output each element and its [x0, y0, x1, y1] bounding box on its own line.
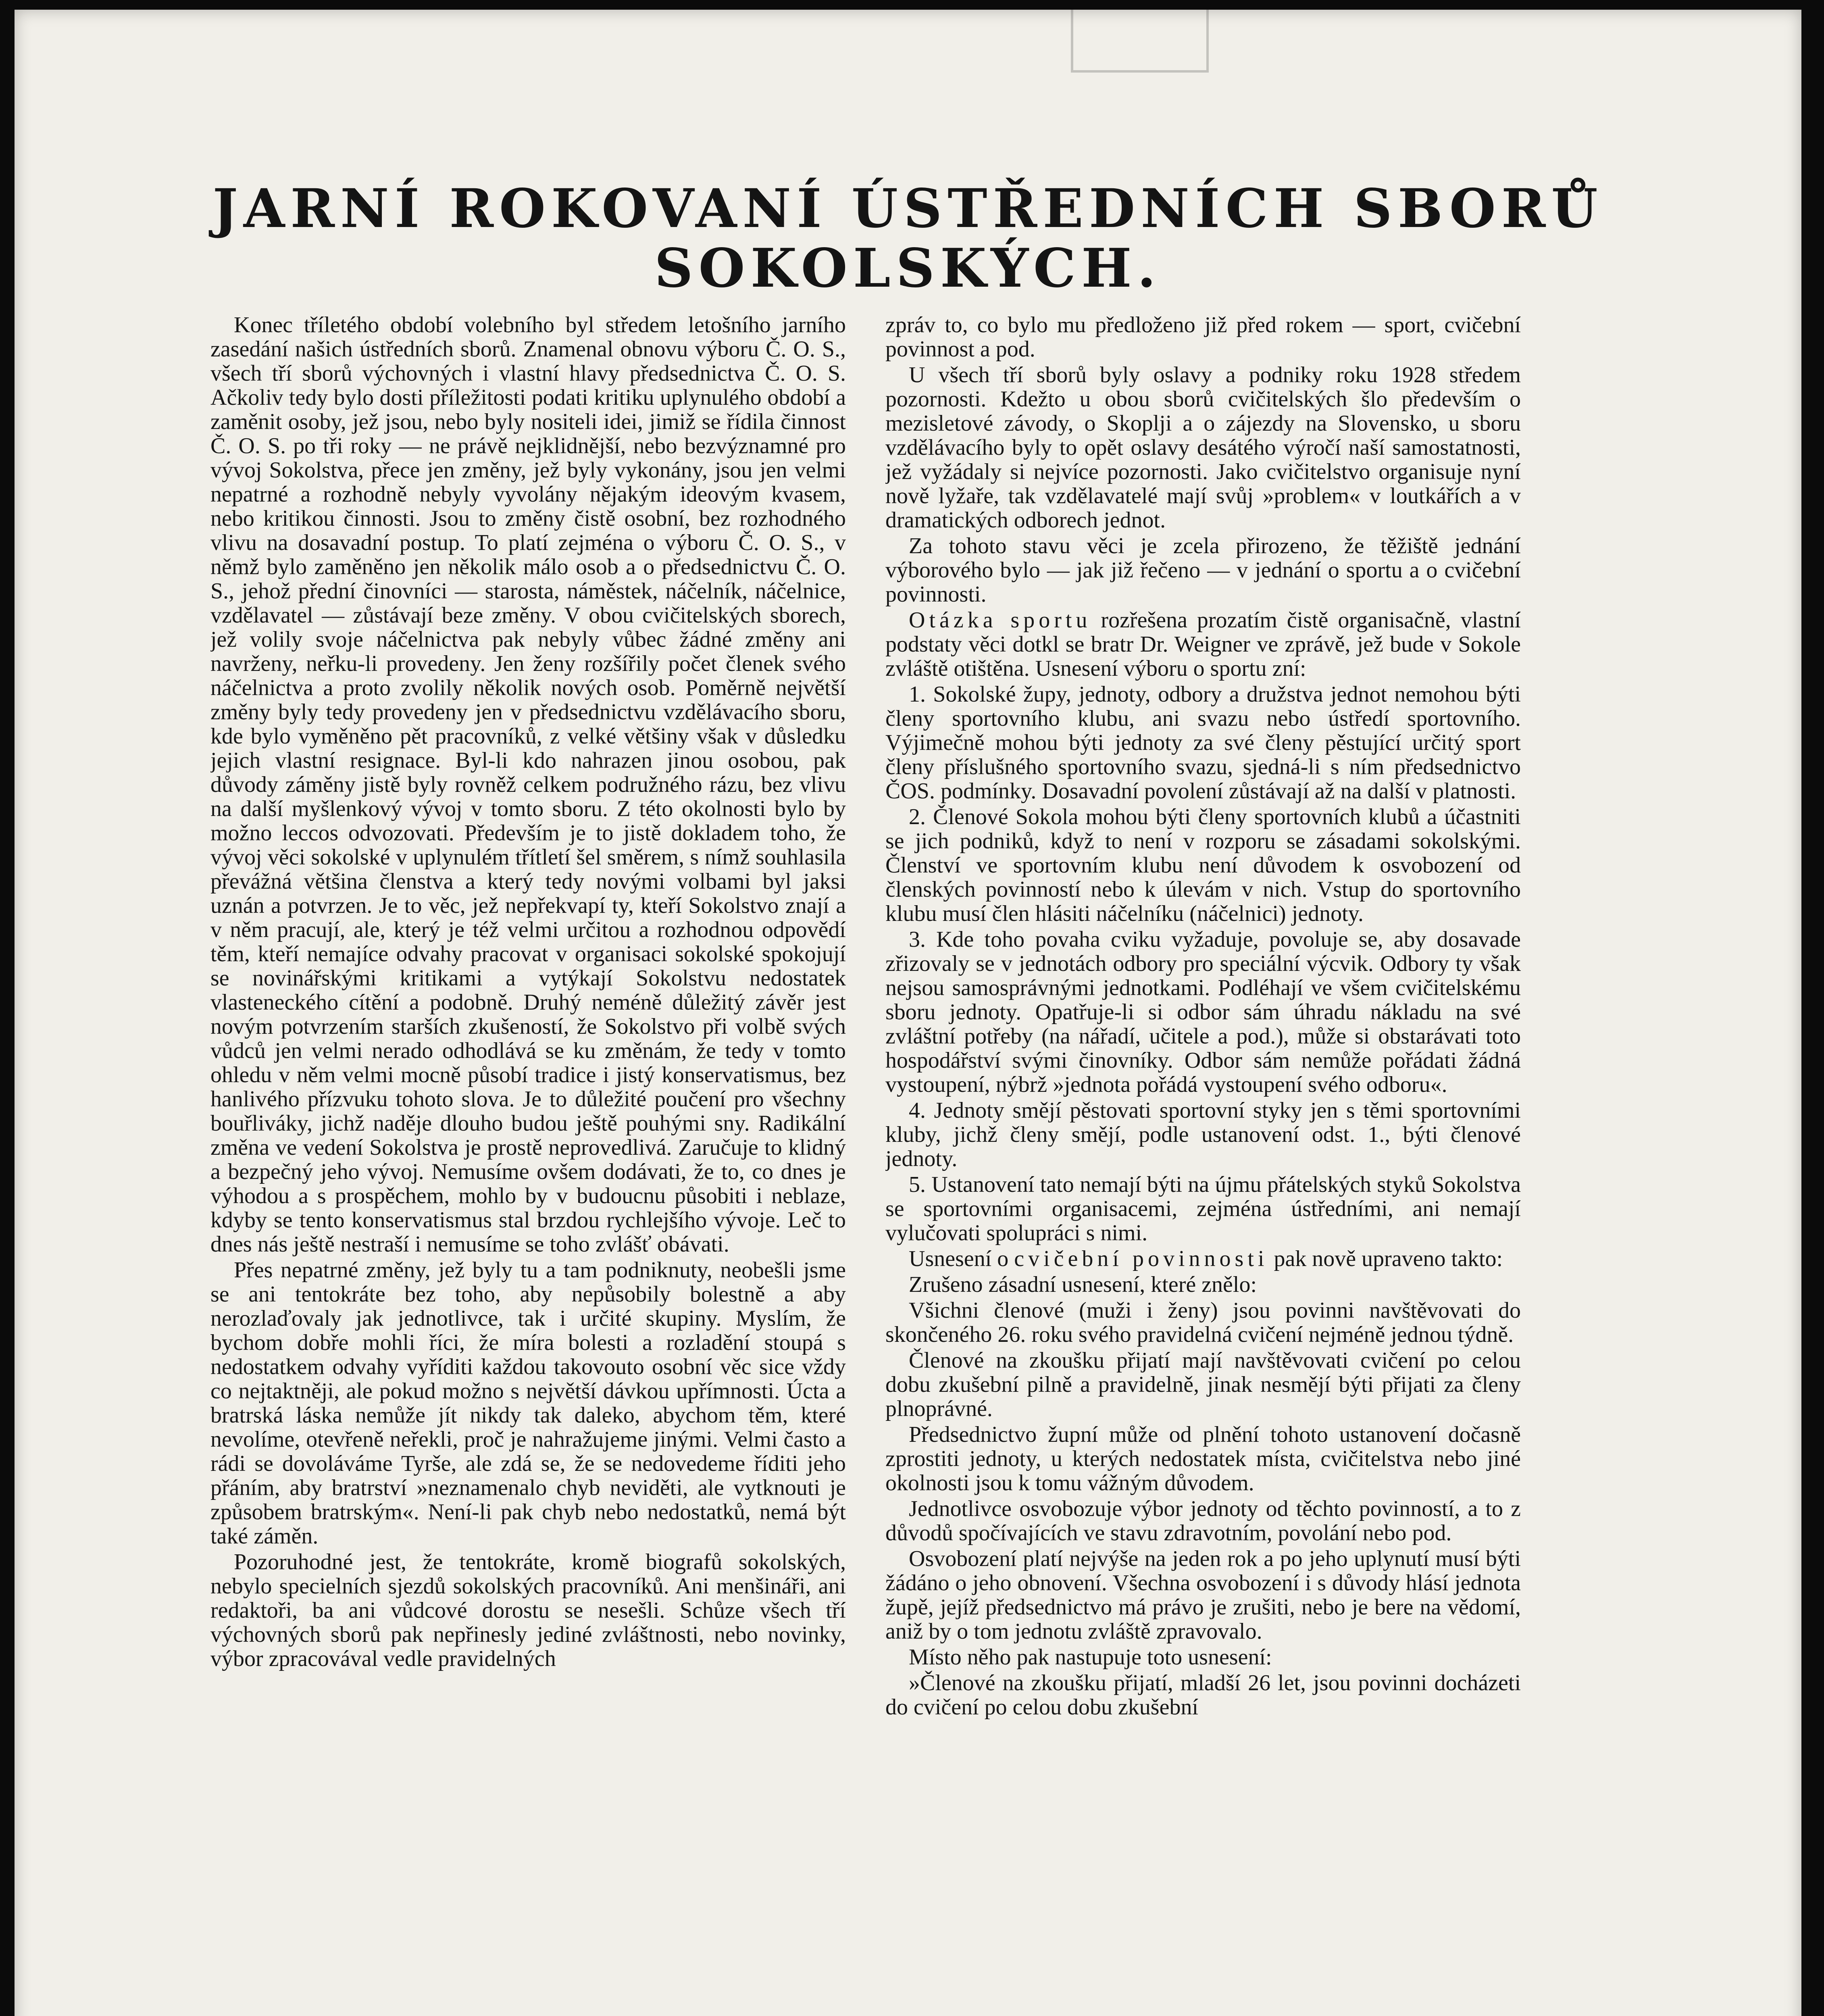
paragraph: 3. Kde toho povaha cviku vyžaduje, povoluje se, aby dosavade zřizovaly se v jednotách odbory pro speciální výcvik. Odbory ty však nejsou samosprávnými jednotkami. Podléhají ve všem cvičitelskému sboru jednoty. Opatřuje-li si odbor sám úhradu nákladu na své zvláštní potřeby (na nářadí, učitele a pod.), může si obstarávati toto hospodářství svými činovníky. Odbor sám nemůže pořádati žádná vystoupení, nýbrž »jednota pořádá vystoupení svého odboru«. — [885, 927, 1521, 1097]
page-sheet — [15, 10, 1801, 2016]
paragraph-text: Usnesení o — [909, 1246, 1014, 1271]
paragraph: »Členové na zkoušku přijatí, mladší 26 let, jsou povinni docházeti do cvičení po celou dobu zkušební — [885, 1670, 1521, 1720]
left-column — [210, 313, 846, 1958]
paragraph: 2. Členové Sokola mohou býti členy sportovních klubů a účastniti se jich podniků, když to není v rozporu se zásadami sokolskými. Členství ve sportovním klubu není důvodem k osvobození od členských povinností nebo k úlevám v nich. Vstup do sportovního klubu musí člen hlásiti náčelníku (náčelnici) jednoty. — [885, 804, 1521, 926]
paragraph: Členové na zkoušku přijatí mají navštěvovati cvičení po celou dobu zkušební pilně a pravidelně, jinak nesmějí býti přijati za členy plnoprávné. — [885, 1348, 1521, 1421]
paragraph: U všech tří sborů byly oslavy a podniky roku 1928 středem pozornosti. Kdežto u obou sborů cvičitelských šlo především o mezisletové závody, o Skoplji a o zájezdy na Slovensko, u sboru vzdělávacího byly to opět oslavy desátého výročí naší samostatnosti, jež vyžádaly si nejvíce pozornosti. Jako cvičitelstvo organisuje nyní nově lyžaře, tak vzdělavatelé mají svůj »problem« v loutkářích a v dramatických odborech jednot. — [885, 362, 1521, 533]
paragraph: Konec tříletého období volebního byl středem letošního jarního zasedání našich ústředních sborů. Znamenal obnovu výboru Č. O. S., všech tří sborů výchovných i vlastní hlavy předsednictva Č. O. S. Ačkoliv tedy bylo dosti příležitosti podati kritiku uplynulého období a zaměnit osoby, jež jsou, nebo byly nositeli idei, jimiž se řídila činnost Č. O. S. po tři roky — ne právě nejklidnější, nebo bezvýznamné pro vývoj Sokolstva, přece jen změny, jež byly vykonány, jsou jen velmi nepatrné a rozhodně nebyly vyvolány nějakým ideovým kvasem, nebo kritikou činnosti. Jsou to změny čistě osobní, bez rozhodného vlivu na dosavadní postup. To platí zejména o výboru Č. O. S., v němž bylo zaměněno jen několik málo osob a o předsednictvu Č. O. S., jehož přední činovníci — starosta, náměstek, náčelník, náčelnice, vzdělavatel — zůstávají beze změny. V obou cvičitelských sborech, jež volily svoje náčelnictva pak nebyly vůbec žádné změny ani navrženy, neřku-li provedeny. Jen ženy rozšířily počet členek svého náčelnictva a proto zvolily několik nových osob. Poměrně největší změny byly tedy provedeny jen v předsednictvu vzdělávacího sboru, kde bylo vyměněno pět pracovníků, z velké většiny však v důsledku jejich vlastní resignace. Byl-li kdo nahrazen jinou osobou, pak důvody záměny jistě byly rovněž celkem podružného rázu, bez vlivu na další myšlenkový vývoj v tomto sboru. Z této okolnosti bylo by možno leccos odvozovati. Především je to jistě dokladem toho, že vývoj věci sokolské v uplynulém třítletí šel směrem, s nímž souhlasila převážná většina členstva a který tedy novými volbami byl jaksi uznán a potvrzen. Je to věc, jež nepřekvapí ty, kteří Sokolstvo znají a v něm pracují, ale, který je též velmi určitou a rozhodnou odpovědí těm, kteří nemajíce odvahy pracovat v organisaci sokolské spokojují se novinářskými kritikami a vytýkají Sokolstvu nedostatek vlasteneckého cítění a podobně. Druhý neméně důležitý závěr jest novým potvrzením starších zkušeností, že Sokolstvo při volbě svých vůdců jen velmi nerado odhodlává se ku změnám, že tedy v tomto ohledu v něm velmi mocně působí tradice i jistý konservatismus, bez hanlivého přízvuku tohoto slova. Je to důležité poučení pro všechny bouřliváky, jichž naděje dlouho budou ještě pouhými sny. Radikální změna ve vedení Sokolstva je prostě neprovedlivá. Zaručuje to klidný a bezpečný jeho vývoj. Nemusíme ovšem dodávati, že to, co dnes je výhodou a s prospěchem, mohlo by v budoucnu působiti i neblaze, kdyby se tento konservatismus stal brzdou rychlejšího vývoje. Leč to dnes nás ještě nestraší i nemusíme se toho zvlášť obávati. — [210, 313, 846, 1257]
page-title — [15, 179, 1801, 298]
right-column — [885, 313, 1521, 1958]
paragraph: Přes nepatrné změny, jež byly tu a tam podniknuty, neobešli jsme se ani tentokráte bez toho, aby nepůsobily bolestně a aby nerozlaďovaly jak jednotlivce, tak i určité skupiny. Myslím, že bychom dobře mohli říci, že míra bolesti a rozladění stoupá s nedostatkem odvahy vyříditi každou takovouto osobní věc sice vždy co nejtaktněji, ale pokud možno s největší dávkou upřímnosti. Úcta a bratrská láska nemůže jít nikdy tak daleko, abychom těm, které nevolíme, otevřeně neřekli, proč je nahražujeme jinými. Velmi často a rádi se dovoláváme Tyrše, ale zdá se, že se nedovedeme říditi jeho přáním, aby bratrství »neznamenalo chyb neviděti, ale vytknouti je způsobem bratrským«. Není-li pak chyb nebo nedostatků, nemá být také záměn. — [210, 1258, 846, 1549]
paragraph-sport — [885, 608, 1521, 681]
paragraph: 5. Ustanovení tato nemají býti na újmu přátelských styků Sokolstva se sportovními organisacemi, zejména ústředními, ani nemají vylučovati spolupráci s nimi. — [885, 1172, 1521, 1245]
paragraph: Pozoruhodné jest, že tentokráte, kromě biografů sokolských, nebylo specielních sjezdů sokolských pracovníků. Ani menšináři, ani redaktoři, ba ani vůdcové dorostu se nesešli. Schůze všech tří výchovných sborů pak nepřinesly jediné zvláštnosti, nebo novinky, výbor zpracovával vedle pravidelných — [210, 1549, 846, 1671]
paragraph: Jednotlivce osvobozuje výbor jednoty od těchto povinností, a to z důvodů spočívajících ve stavu zdravotním, povolání nebo pod. — [885, 1496, 1521, 1545]
title-line-1: JARNÍ ROKOVANÍ ÚSTŘEDNÍCH SBORŮ — [212, 177, 1603, 240]
paragraph: Za tohoto stavu věci je zcela přirozeno, že těžiště jednání výborového bylo — jak již řečeno — v jednání o sportu a o cvičební povinnosti. — [885, 533, 1521, 607]
paragraph: 4. Jednoty smějí pěstovati sportovní styky jen s těmi sportovními kluby, jichž členy smějí, podle ustanovení odst. 1., býti členové jednoty. — [885, 1098, 1521, 1171]
title-line-2: SOKOLSKÝCH. — [654, 237, 1162, 300]
paragraph: Zrušeno zásadní usnesení, které znělo: — [909, 1272, 1257, 1297]
paragraph: Místo něho pak nastupuje toto usnesení: — [909, 1645, 1272, 1670]
paragraph: zpráv to, co bylo mu předloženo již před rokem — sport, cvičební povinnost a pod. — [885, 313, 1521, 362]
paragraph-text: rozřešena prozatím čistě organisačně, vlastní podstaty věci dotkl se bratr Dr. Weigner ve zprávě, jež bude v Sokole zvláště otištěna. Usnesení výboru o sportu zní: — [885, 608, 1521, 681]
paragraph-duty — [885, 1247, 1521, 1271]
edge-mark — [1071, 10, 1209, 73]
paragraph: 1. Sokolské župy, jednoty, odbory a družstva jednot nemohou býti členy sportovního klubu, ani svazu nebo ústředí sportovního. Výjimečně mohou býti jednoty za své členy pěstující určitý sport členy příslušného sportovního svazu, sjedná-li s ním předsednictvo ČOS. podmínky. Dosavadní povolení zůstávají až na další v platnosti. — [885, 682, 1521, 804]
spaced-heading: Otázka sportu — [909, 608, 1091, 633]
paragraph-text: pak nově upraveno takto: — [1268, 1246, 1503, 1271]
paragraph: Předsednictvo župní může od plnění tohoto ustanovení dočasně zprostiti jednoty, u kterých nedostatek místa, cvičitelstva nebo jiné okolnosti jsou k tomu vážným důvodem. — [885, 1422, 1521, 1495]
paragraph: Všichni členové (muži i ženy) jsou povinni navštěvovati do skončeného 26. roku svého pravidelná cvičení nejméně jednou týdně. — [885, 1298, 1521, 1347]
paragraph: Osvobození platí nejvýše na jeden rok a po jeho uplynutí musí býti žádáno o jeho obnovení. Všechna osvobození i s důvody hlásí jednota župě, jejíž předsednictvo má právo je zrušiti, nebo je bere na vědomí, aniž by o tom jednotu zvláště zpravovalo. — [885, 1546, 1521, 1644]
spaced-heading: cvičební povinnosti — [1014, 1246, 1268, 1271]
